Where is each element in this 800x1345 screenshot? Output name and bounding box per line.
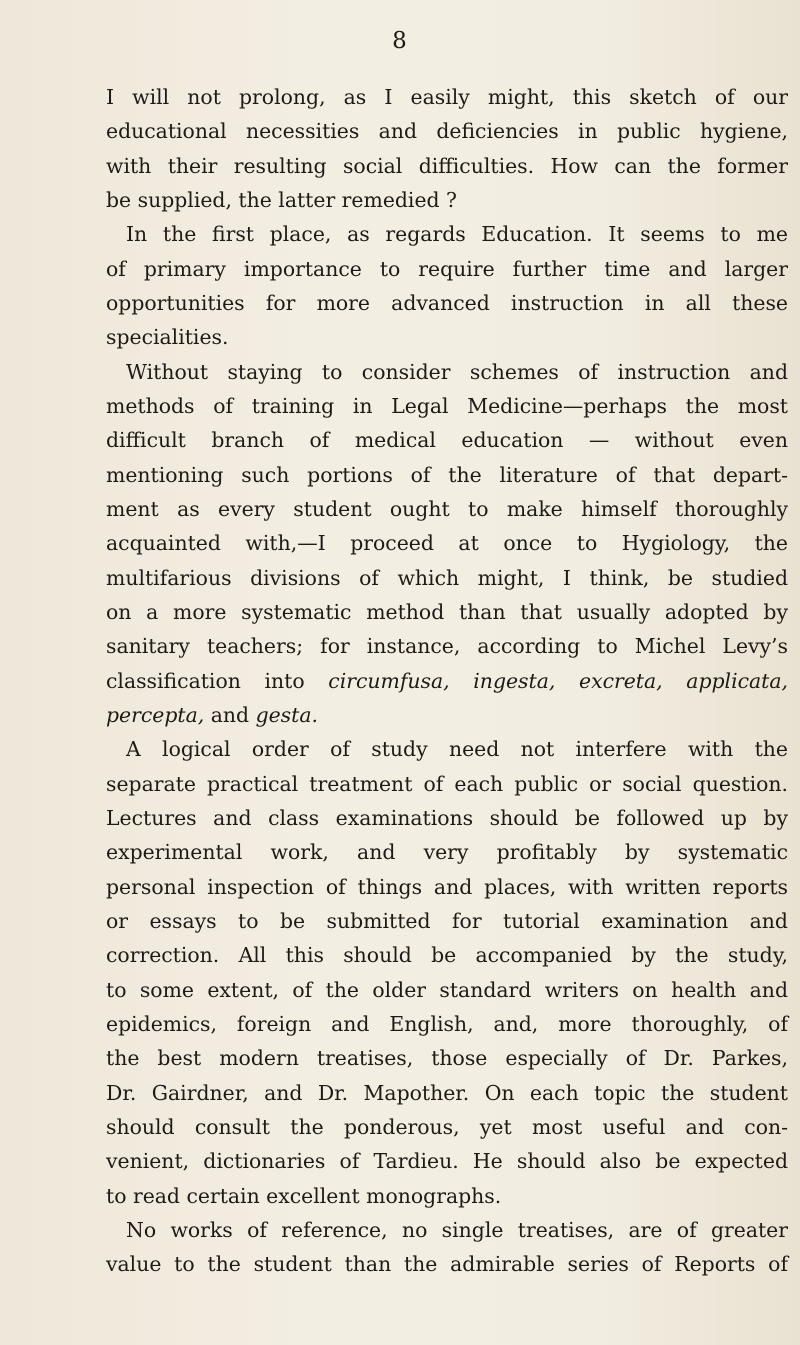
line-text: to read certain excellent monographs. [106, 1183, 502, 1208]
line-text: Dr. Gairdner, and Dr. Mapother. On each topic the student [106, 1080, 788, 1105]
text-line [106, 183, 788, 217]
italic-text: circumfusa, ingesta, excreta, applicata, [328, 668, 788, 693]
line-text: multifarious divisions of which might, I think, be studied [106, 565, 788, 590]
text-line [106, 149, 788, 183]
line-text: opportunities for more advanced instruction in all these [106, 290, 788, 315]
text-line [106, 629, 788, 663]
text-line [106, 80, 788, 114]
text-line [106, 252, 788, 286]
text-line [106, 767, 788, 801]
line-text: on a more systematic method than that usually adopted by [106, 599, 788, 624]
text-line [106, 1007, 788, 1041]
line-text: I will not prolong, as I easily might, this sketch of our [106, 85, 788, 109]
line-text: should consult the ponderous, yet most useful and con- [106, 1114, 788, 1139]
text-line [106, 870, 788, 904]
text-line [106, 1041, 788, 1075]
text-line [106, 973, 788, 1007]
line-text: sanitary teachers; for instance, according to Michel Levy’s [106, 634, 788, 659]
italic-text: gesta. [255, 702, 318, 727]
italic-text: percepta, [106, 702, 205, 727]
text-line [106, 320, 788, 354]
line-text: acquainted with,—I proceed at once to Hygiology, the [106, 531, 788, 556]
page-number: 8 [392, 28, 408, 54]
line-text: methods of training in Legal Medicine—perhaps the most [106, 393, 788, 418]
line-text: ment as every student ought to make himself thoroughly [106, 496, 788, 521]
text-line [106, 732, 788, 766]
line-text: specialities. [106, 325, 229, 350]
text-line [106, 664, 788, 698]
line-text: of primary importance to require further time and larger [106, 256, 788, 281]
line-text: Lectures and class examinations should be followed up by [106, 805, 788, 830]
line-text: In the first place, as regards Education. It seems to me [126, 222, 788, 247]
text-line [106, 1247, 788, 1281]
text-line [106, 904, 788, 938]
text-line [106, 698, 788, 732]
line-text: to some extent, of the older standard writers on health and [106, 977, 788, 1002]
text-line [106, 835, 788, 869]
line-text: separate practical treatment of each public or social question. [106, 771, 788, 796]
text-line [106, 1144, 788, 1178]
line-text: be supplied, the latter remedied ? [106, 187, 457, 212]
text-line [106, 458, 788, 492]
text-line [106, 492, 788, 526]
text-line [106, 114, 788, 148]
text-line [106, 1213, 788, 1247]
line-text: difficult branch of medical education — without even [106, 428, 788, 453]
line-text: A logical order of study need not interfere with the [126, 737, 788, 762]
text-line [106, 938, 788, 972]
text-line [106, 389, 788, 423]
line-text: educational necessities and deficiencies in public hygiene, [106, 119, 788, 144]
line-text: correction. All this should be accompanied by the study, [106, 943, 788, 968]
text-line [106, 561, 788, 595]
line-text: No works of reference, no single treatises, are of greater [126, 1217, 788, 1242]
text-line [106, 1076, 788, 1110]
line-text: or essays to be submitted for tutorial examination and [106, 908, 788, 933]
text-line [106, 217, 788, 251]
body-text [106, 80, 788, 1281]
text-line [106, 801, 788, 835]
line-text: epidemics, foreign and English, and, more thoroughly, of [106, 1011, 788, 1036]
text-line [106, 1179, 788, 1213]
line-text: classification into [106, 668, 329, 693]
line-text: personal inspection of things and places, with written reports [106, 874, 788, 899]
line-text: venient, dictionaries of Tardieu. He should also be expected [106, 1149, 788, 1174]
text-line [106, 526, 788, 560]
line-text: with their resulting social difficulties. How can the former [106, 153, 788, 178]
line-text: mentioning such portions of the literature of that depart- [106, 462, 788, 487]
text-line [106, 355, 788, 389]
line-text: Without staying to consider schemes of instruction and [126, 359, 788, 384]
text-line [106, 286, 788, 320]
text-line [106, 423, 788, 457]
text-line [106, 595, 788, 629]
line-text: experimental work, and very profitably by systematic [106, 840, 788, 865]
line-text: value to the student than the admirable series of Reports of [106, 1252, 788, 1277]
text-line [106, 1110, 788, 1144]
line-text: the best modern treatises, those especially of Dr. Parkes, [106, 1046, 788, 1071]
line-text: and [204, 702, 256, 727]
